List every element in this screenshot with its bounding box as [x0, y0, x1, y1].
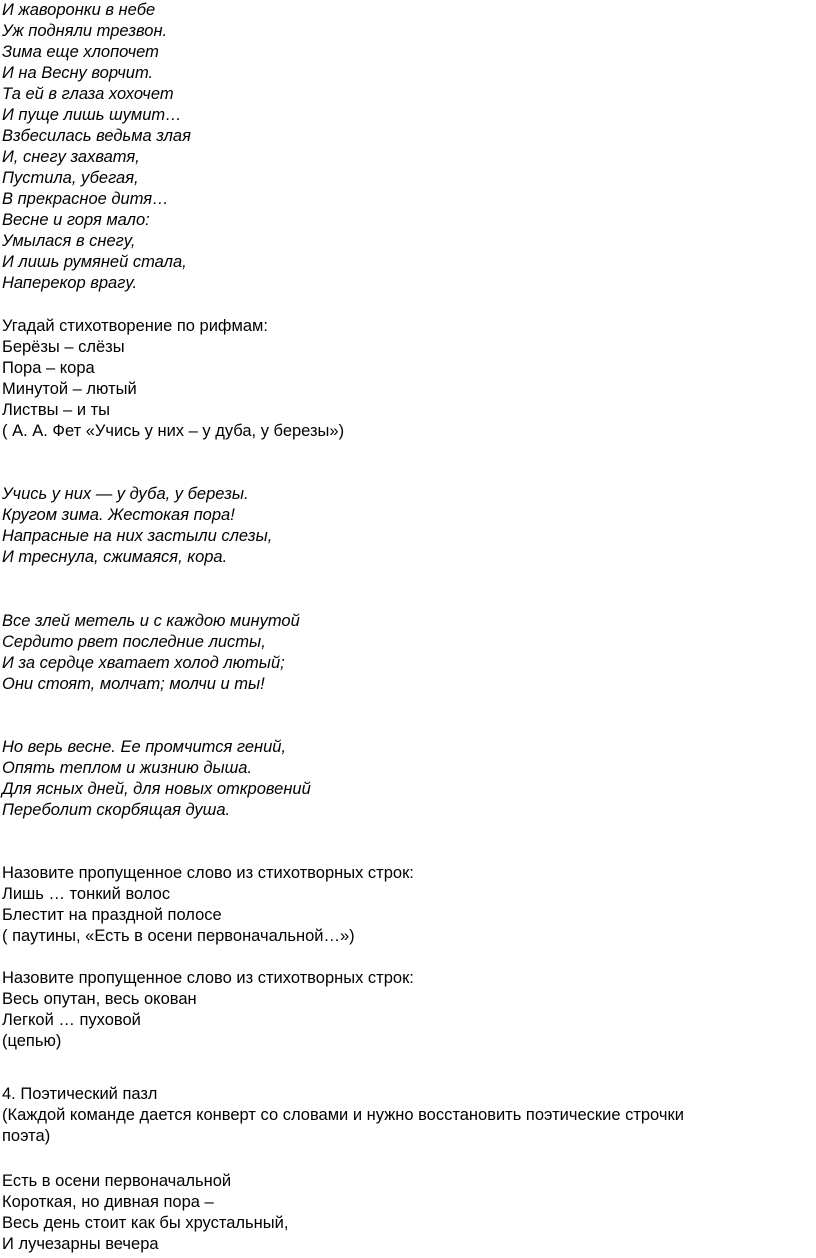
poem-line: Лишь … тонкий волос [2, 885, 171, 903]
poem-fet-stanza-3 [2, 737, 802, 821]
missing-word-task-1 [2, 863, 802, 947]
poem-line: Короткая, но дивная пора – [2, 1193, 214, 1211]
poem-line: Они стоят, молчат; молчи и ты! [2, 675, 265, 693]
poem-line: И за сердце хватает холод лютый; [2, 654, 285, 672]
poetic-puzzle-section [2, 1084, 802, 1147]
poem-line: Кругом зима. Жестокая пора! [2, 506, 235, 524]
rhyme-pair: Минутой – лютый [2, 380, 137, 398]
poem-line: Для ясных дней, для новых откровений [2, 780, 311, 798]
poem-line: Наперекор врагу. [2, 274, 138, 292]
section-heading: 4. Поэтический пазл [2, 1085, 158, 1103]
task-title: Угадай стихотворение по рифмам: [2, 317, 268, 335]
task-answer: ( паутины, «Есть в осени первоначальной…») [2, 927, 355, 945]
poem-line: Весне и горя мало: [2, 211, 150, 229]
poem-line: Легкой … пуховой [2, 1011, 141, 1029]
section-description: поэта) [2, 1127, 51, 1145]
poem-line: Зима еще хлопочет [2, 43, 159, 61]
poem-line: Пустила, убегая, [2, 169, 139, 187]
missing-word-task-2 [2, 968, 802, 1052]
rhyme-pair: Листвы – и ты [2, 401, 111, 419]
poem-line: И лишь румяней стала, [2, 253, 187, 271]
poem-line: Уж подняли трезвон. [2, 22, 168, 40]
poem-line: Блестит на праздной полосе [2, 906, 222, 924]
poem-line: И пуще лишь шумит… [2, 106, 182, 124]
poem-line: И, снегу захватя, [2, 148, 140, 166]
task-title: Назовите пропущенное слово из стихотворных строк: [2, 864, 414, 882]
poem-line: Сердито рвет последние листы, [2, 633, 266, 651]
poem-fet-stanza-2 [2, 611, 802, 695]
poem-line: Но верь весне. Ее промчится гений, [2, 738, 287, 756]
task-title: Назовите пропущенное слово из стихотворных строк: [2, 969, 414, 987]
poem-spring [2, 0, 802, 294]
rhymes-task [2, 316, 802, 442]
poem-line: Переболит скорбящая душа. [2, 801, 231, 819]
poem-line: В прекрасное дитя… [2, 190, 169, 208]
poem-line: Умылася в снегу, [2, 232, 136, 250]
poem-line: И лучезарны вечера [2, 1235, 159, 1253]
puzzle-poem [2, 1171, 802, 1255]
poem-line: Есть в осени первоначальной [2, 1172, 232, 1190]
poem-line: Все злей метель и с каждою минутой [2, 612, 300, 630]
poem-line: Учись у них — у дуба, у березы. [2, 485, 249, 503]
task-answer: ( А. А. Фет «Учись у них – у дуба, у березы») [2, 422, 345, 440]
rhyme-pair: Пора – кора [2, 359, 95, 377]
poem-line: Взбесилась ведьма злая [2, 127, 191, 145]
rhyme-pair: Берёзы – слёзы [2, 338, 125, 356]
poem-line: Та ей в глаза хохочет [2, 85, 174, 103]
poem-line: И жаворонки в небе [2, 1, 156, 19]
poem-fet-stanza-1 [2, 484, 802, 568]
poem-line: Весь день стоит как бы хрустальный, [2, 1214, 289, 1232]
poem-line: Напрасные на них застыли слезы, [2, 527, 273, 545]
task-answer: (цепью) [2, 1032, 62, 1050]
poem-line: И на Весну ворчит. [2, 64, 154, 82]
poem-line: И треснула, сжимаяся, кора. [2, 548, 228, 566]
poem-line: Весь опутан, весь окован [2, 990, 197, 1008]
section-description: (Каждой команде дается конверт со словами и нужно восстановить поэтические строчки [2, 1106, 684, 1124]
poem-line: Опять теплом и жизнию дыша. [2, 759, 253, 777]
